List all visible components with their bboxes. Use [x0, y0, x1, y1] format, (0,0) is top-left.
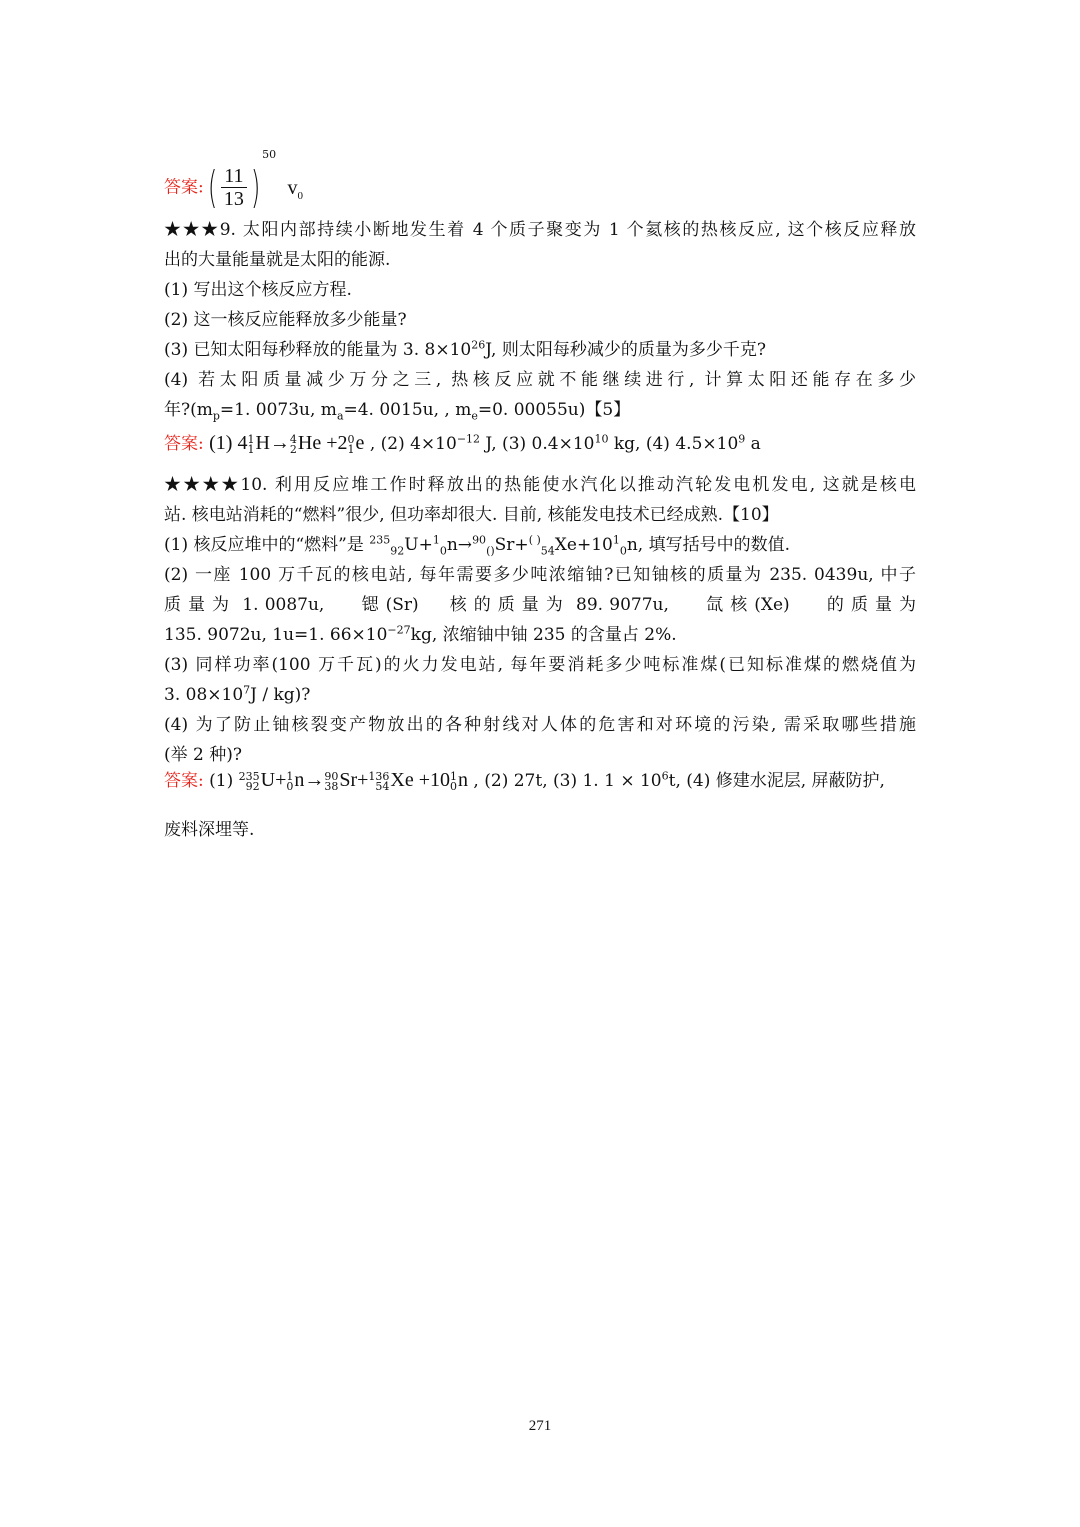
a10-p2b: t, (4) 修建水泥层, 屏蔽防护,	[668, 771, 885, 791]
n2-symbol: n	[458, 769, 469, 791]
q10-sub3-l2a: 3. 08×10	[164, 685, 244, 705]
q10-sub2-l3b: kg, 浓缩铀中铀 235 的含量占 2%.	[410, 625, 677, 645]
u-number: 92	[245, 779, 260, 793]
velocity-symbol	[287, 176, 303, 202]
answer-label: 答案:	[164, 771, 204, 791]
question-10	[164, 470, 916, 770]
answer-label: 答案:	[164, 177, 204, 198]
q9-sub3-a: (3) 已知太阳每秒释放的能量为 3. 8×10	[164, 340, 472, 360]
q10-sub1-b: U+	[404, 535, 433, 555]
n-isotope	[286, 769, 294, 793]
q10-sub3-exp: 7	[243, 683, 251, 697]
a9-exp3: 10	[594, 432, 609, 446]
e-mass: 0	[347, 432, 355, 446]
question-9	[164, 215, 916, 425]
q9-sub2: (2) 这一核反应能释放多少能量?	[164, 310, 407, 330]
q10-sub1-a: (1) 核反应堆中的“燃料”是	[164, 535, 370, 555]
a9-exp4: 9	[738, 432, 746, 446]
n-number: 0	[439, 544, 447, 558]
u-isotope	[238, 769, 260, 793]
right-paren: )	[250, 161, 261, 213]
n-number: 0	[286, 779, 294, 793]
a9-part1: (1) 4	[209, 432, 248, 454]
xe-isotope	[368, 769, 390, 793]
a10-line2: 废料深埋等.	[164, 820, 255, 840]
fraction-numerator: 11	[221, 165, 247, 188]
q10-sub2-line3	[164, 620, 916, 650]
q9-sub4-line2	[164, 395, 916, 425]
n2-number: 0	[450, 779, 458, 793]
fraction-denominator: 13	[223, 188, 244, 210]
xe-symbol: Xe +10	[390, 769, 451, 791]
left-paren: (	[207, 161, 218, 213]
a10-p1: (1)	[203, 771, 239, 791]
q9-sub4-c: =4. 0015u, , m	[343, 400, 472, 420]
u-mass: 235	[238, 769, 260, 783]
q9-sub4-line1: (4) 若太阳质量减少万分之三, 热核反应就不能继续进行, 计算太阳还能存在多少	[164, 370, 916, 390]
q10-line2: 站. 核电站消耗的“燃料”很少, 但功率却很大. 目前, 核能发电技术已经成熟.【10】	[164, 505, 779, 525]
n2-number: 0	[619, 544, 627, 558]
xe-number: 54	[375, 779, 390, 793]
q10-sub3-line2	[164, 680, 916, 710]
q9-line1: ★★★9. 太阳内部持续小断地发生着 4 个质子聚变为 1 个氦核的热核反应, 这个核反应释放	[164, 220, 916, 240]
q10-sub3-line1: (3) 同样功率(100 万千瓦)的火力发电站, 每年要消耗多少吨标准煤(已知标准煤的燃烧值为	[164, 655, 916, 675]
xe-mass: ( )	[528, 533, 541, 547]
u-number: 92	[390, 544, 405, 558]
a9-unit4: a	[745, 434, 761, 454]
sr-mass: 90	[472, 533, 487, 547]
e-number: 1	[347, 442, 355, 456]
q10-sub1-e: Xe+10	[554, 535, 613, 555]
answer-8	[164, 140, 916, 213]
velocity-subscript: 0	[297, 189, 303, 202]
velocity-var: v	[287, 176, 298, 199]
n2-isotope	[450, 769, 458, 793]
q9-sub4-e: e	[471, 409, 478, 423]
q9-sub3	[164, 335, 916, 365]
q10-sub4-line1: (4) 为了防止铀核裂变产物放出的各种射线对人体的危害和对环境的污染, 需采取哪些措施	[164, 715, 916, 735]
n-symbol: n→	[294, 769, 325, 791]
q9-sub1: (1) 写出这个核反应方程.	[164, 280, 352, 300]
answer-10	[164, 762, 916, 848]
h-number: 1	[247, 442, 255, 456]
q9-sub3-exp: 26	[471, 338, 486, 352]
he-number: 2	[289, 442, 297, 456]
q10-line1: ★★★★10. 利用反应堆工作时释放出的热能使水汽化以推动汽轮发电机发电, 这就是核电	[164, 475, 916, 495]
he-symbol: He +2	[297, 432, 348, 454]
e-isotope	[347, 432, 355, 456]
sr-symbol: Sr+	[339, 769, 369, 791]
q10-sub1-c: n→	[446, 535, 473, 555]
a9-part2: , (2) 4×10	[364, 434, 457, 454]
a10-p2a: , (2) 27t, (3) 1. 1 × 10	[468, 771, 662, 791]
a10-line1	[164, 762, 916, 802]
h-mass: 1	[247, 432, 255, 446]
n2-mass: 1	[450, 769, 458, 783]
page-number: 271	[528, 1418, 552, 1434]
answer-label: 答案:	[164, 434, 204, 454]
n2-mass: 1	[612, 533, 620, 547]
u-mass: 235	[369, 533, 391, 547]
n-mass: 1	[286, 769, 294, 783]
q9-sub4-d: =0. 00055u)【5】	[477, 400, 631, 420]
xe-number: 54	[540, 544, 555, 558]
q10-sub1	[164, 530, 916, 560]
h-isotope	[247, 432, 255, 456]
q10-sub4-line2: (举 2 种)?	[164, 745, 243, 765]
a10-exp: 6	[661, 769, 669, 783]
q9-sub3-b: J, 则太阳每秒减少的质量为多少千克?	[485, 340, 766, 360]
u-symbol: U+	[260, 769, 287, 791]
q9-sub4-a: 年?(m	[164, 400, 213, 420]
he-isotope	[289, 432, 297, 456]
a9-unit3: kg, (4) 4.5×10	[608, 434, 739, 454]
q9-sub4-p: p	[212, 409, 220, 423]
q10-sub1-d: Sr+	[494, 535, 529, 555]
q9-sub4-b: =1. 0073u, m	[219, 400, 337, 420]
he-mass: 4	[289, 432, 297, 446]
q10-sub2-exp: −27	[387, 623, 411, 637]
h-symbol: H→	[255, 432, 290, 454]
n-mass: 1	[432, 533, 440, 547]
sr-number: 38	[324, 779, 339, 793]
xe-mass: 136	[368, 769, 390, 783]
q10-sub3-l2b: J / kg)?	[250, 685, 311, 705]
a9-unit2: J, (3) 0.4×10	[480, 434, 595, 454]
sr-mass: 90	[324, 769, 339, 783]
sr-number: ()	[486, 544, 495, 558]
a9-exp2: −12	[456, 432, 481, 446]
q9-sub4-alpha: a	[336, 409, 344, 423]
sr-isotope	[324, 769, 339, 793]
exponent: 50	[262, 148, 277, 161]
q10-sub2-line2: 质 量 为 1. 0087u, 锶 (Sr) 核 的 质 量 为 89. 9077u, 氙 核 (Xe) 的 质 量 为	[164, 595, 916, 615]
e-symbol: e	[355, 432, 365, 454]
answer-9	[164, 425, 916, 462]
q9-line2: 出的大量能量就是太阳的能源.	[164, 250, 391, 270]
fraction	[221, 165, 247, 210]
q10-sub2-line1: (2) 一座 100 万千瓦的核电站, 每年需要多少吨浓缩铀?已知铀核的质量为 235. 0439u, 中子	[164, 565, 916, 585]
q10-sub1-f: n, 填写括号中的数值.	[626, 535, 790, 555]
q10-sub2-l3a: 135. 9072u, 1u=1. 66×10	[164, 625, 388, 645]
